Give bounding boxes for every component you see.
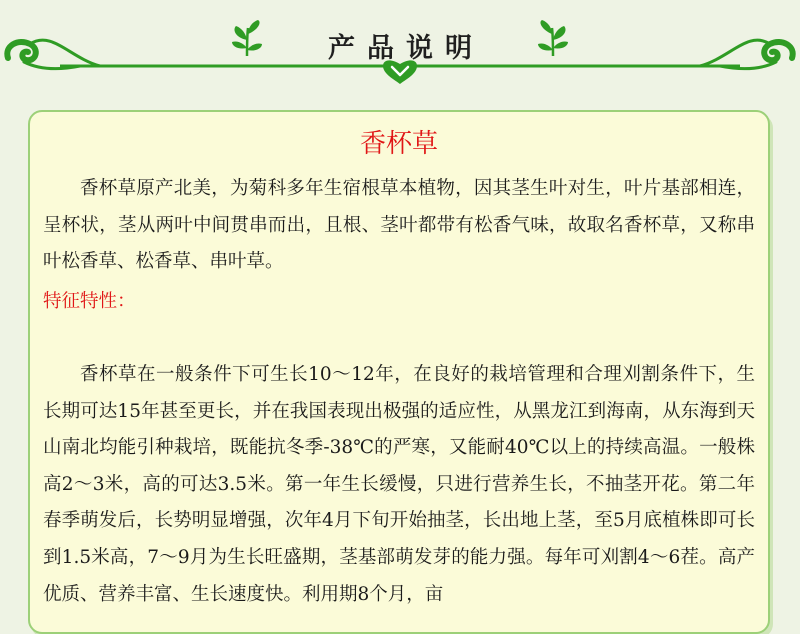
section-heading: 特征特性： bbox=[43, 291, 136, 312]
page-title: 产品说明 bbox=[328, 33, 484, 64]
article-title: 香杯草 bbox=[359, 129, 438, 159]
intro-paragraph: 香杯草原产北美，为菊科多年生宿根草本植物，因其茎生叶对生，叶片基部相连，呈杯状，茎从两叶中间贯串而出，且根、茎叶都带有松香气味，故取名香杯草，又称串叶松香草、松香草、串叶草。 bbox=[43, 178, 755, 273]
section-header bbox=[0, 0, 800, 90]
product-description-card bbox=[28, 110, 770, 634]
characteristics-paragraph: 香杯草在一般条件下可生长10～12年，在良好的栽培管理和合理刈割条件下，生长期可达15年甚至更长，并在我国表现出极强的适应性，从黑龙江到海南，从东海到天山南北均能引种栽培，既能抗冬季-38℃的严寒，又能耐40℃以上的持续高温。一般株高2～3米，高的可达3.5米。第一年生长缓慢，只进行营养生长，不抽茎开花。第二年春季萌发后，长势明显增强，次年4月下旬开始抽茎，长出地上茎，至5月底植株即可长到1.5米高，7～9月为生长旺盛期，茎基部萌发芽的能力强。每年可刈割4～6茬。高产优质、营养丰富、生长速度快。利用期8个月，亩 bbox=[43, 364, 755, 605]
